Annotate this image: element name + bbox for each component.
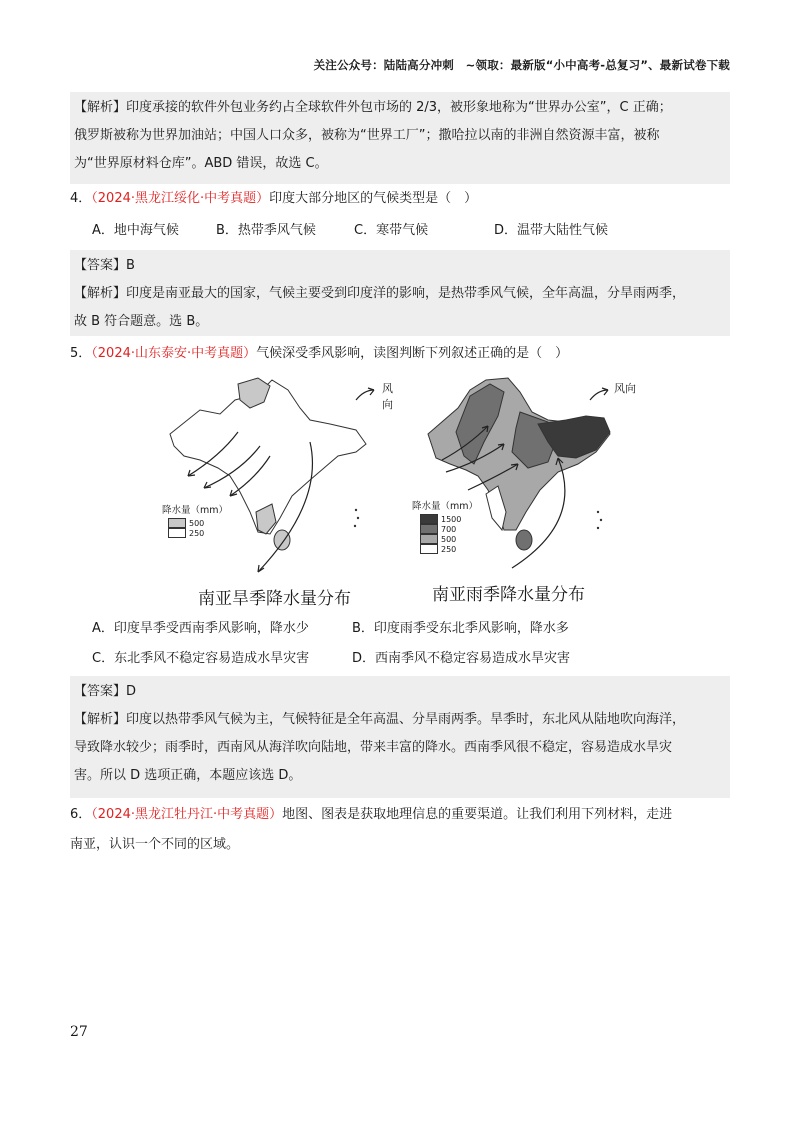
legend-swatch — [168, 528, 186, 538]
option-c: C．寒带气候 — [354, 223, 429, 238]
option-b: B．热带季风气候 — [216, 223, 316, 238]
legend-value: 250 — [441, 544, 457, 554]
legend-item — [420, 524, 456, 534]
q5-analysis-line: 【解析】印度以热带季风气候为主，气候特征是全年高温、分旱雨两季。旱季时，东北风从陆地吹向海洋， — [74, 712, 686, 727]
q5-answer-analysis — [70, 676, 730, 798]
option-d: D．温带大陆性气候 — [494, 223, 609, 238]
q3-analysis-line: 【解析】印度承接的软件外包业务约占全球软件外包市场的 2/3，被形象地称为“世界办公室”，C 正确； — [74, 100, 672, 115]
legend-value: 1500 — [441, 514, 462, 524]
legend-value: 250 — [189, 528, 205, 538]
q4-answer-analysis — [70, 250, 730, 336]
option-a: A．印度旱季受西南季风影响，降水少 — [92, 621, 309, 636]
legend-swatch — [420, 514, 438, 524]
question-number: 5． — [70, 346, 92, 361]
legend-value: 500 — [441, 534, 457, 544]
q5-analysis-line: 害。所以 D 选项正确，本题应该选 D。 — [74, 768, 302, 783]
q4-analysis-line: 【解析】印度是南亚最大的国家，气候主要受到印度洋的影响，是热带季风气候，全年高温，分旱雨两季， — [74, 286, 686, 301]
option-d: D．西南季风不稳定容易造成水旱灾害 — [352, 651, 571, 666]
rainy-season-map — [408, 372, 648, 612]
q5-options-row1 — [92, 618, 569, 640]
legend-item — [168, 528, 204, 538]
question-6 — [70, 804, 672, 826]
question-source: （2024·山东泰安·中考真题） — [91, 346, 257, 361]
question-stem: 气候深受季风影响，读图判断下列叙述正确的是（ ） — [256, 346, 569, 361]
q4-answer: 【答案】B — [74, 258, 135, 273]
q4-analysis-line: 故 B 符合题意。选 B。 — [74, 314, 209, 329]
q5-analysis-line: 导致降水较少；雨季时，西南风从海洋吹向陆地，带来丰富的降水。西南季风很不稳定，容易造成水旱灾 — [74, 740, 673, 755]
question-source: （2024·黑龙江绥化·中考真题） — [91, 191, 270, 206]
q3-analysis-line: 为“世界原材料仓库”。ABD 错误，故选 C。 — [74, 156, 328, 171]
q4-options — [92, 220, 608, 242]
legend-swatch — [420, 534, 438, 544]
legend-swatch — [420, 544, 438, 554]
page-number: 27 — [70, 1024, 88, 1040]
legend-swatch — [420, 524, 438, 534]
legend-title: 降水量（mm） — [162, 505, 229, 516]
question-number: 6． — [70, 807, 92, 822]
dry-season-map-figure — [160, 372, 400, 582]
question-source: （2024·黑龙江牡丹江·中考真题） — [91, 807, 283, 822]
wind-direction-label: 风向 — [382, 382, 393, 411]
question-6-continued: 南亚，认识一个不同的区域。 — [70, 837, 240, 852]
legend-value: 500 — [189, 518, 205, 528]
page-header: 关注公众号：陆陆高分冲刺 ~领取：最新版“小中高考-总复习”、最新试卷下载 — [313, 58, 730, 72]
question-4 — [70, 188, 477, 210]
wind-direction-label: 风向 — [614, 382, 636, 395]
option-b: B．印度雨季受东北季风影响，降水多 — [352, 621, 569, 636]
q5-options-row2 — [92, 648, 570, 670]
option-a: A．地中海气候 — [92, 223, 179, 238]
question-stem: 印度大部分地区的气候类型是（ ） — [269, 191, 478, 206]
question-number: 4． — [70, 191, 92, 206]
question-5 — [70, 343, 568, 365]
option-c: C．东北季风不稳定容易造成水旱灾害 — [92, 651, 310, 666]
dry-season-map — [160, 372, 400, 612]
legend-value: 700 — [441, 524, 457, 534]
legend-title: 降水量（mm） — [412, 501, 479, 512]
legend-swatch — [168, 518, 186, 528]
legend-item — [420, 514, 461, 524]
question-stem: 地图、图表是获取地理信息的重要渠道。让我们利用下列材料，走进 — [282, 807, 673, 822]
q3-analysis-line: 俄罗斯被称为世界加油站；中国人口众多，被称为“世界工厂”；撒哈拉以南的非洲自然资源丰富，被称 — [74, 128, 660, 143]
map-title: 南亚旱季降水量分布 — [198, 589, 351, 609]
legend-item — [420, 544, 456, 554]
map-title: 南亚雨季降水量分布 — [432, 585, 585, 605]
q3-analysis-block — [70, 92, 730, 184]
q5-answer: 【答案】D — [74, 684, 137, 699]
legend-item — [420, 534, 456, 544]
legend-item — [168, 518, 204, 528]
